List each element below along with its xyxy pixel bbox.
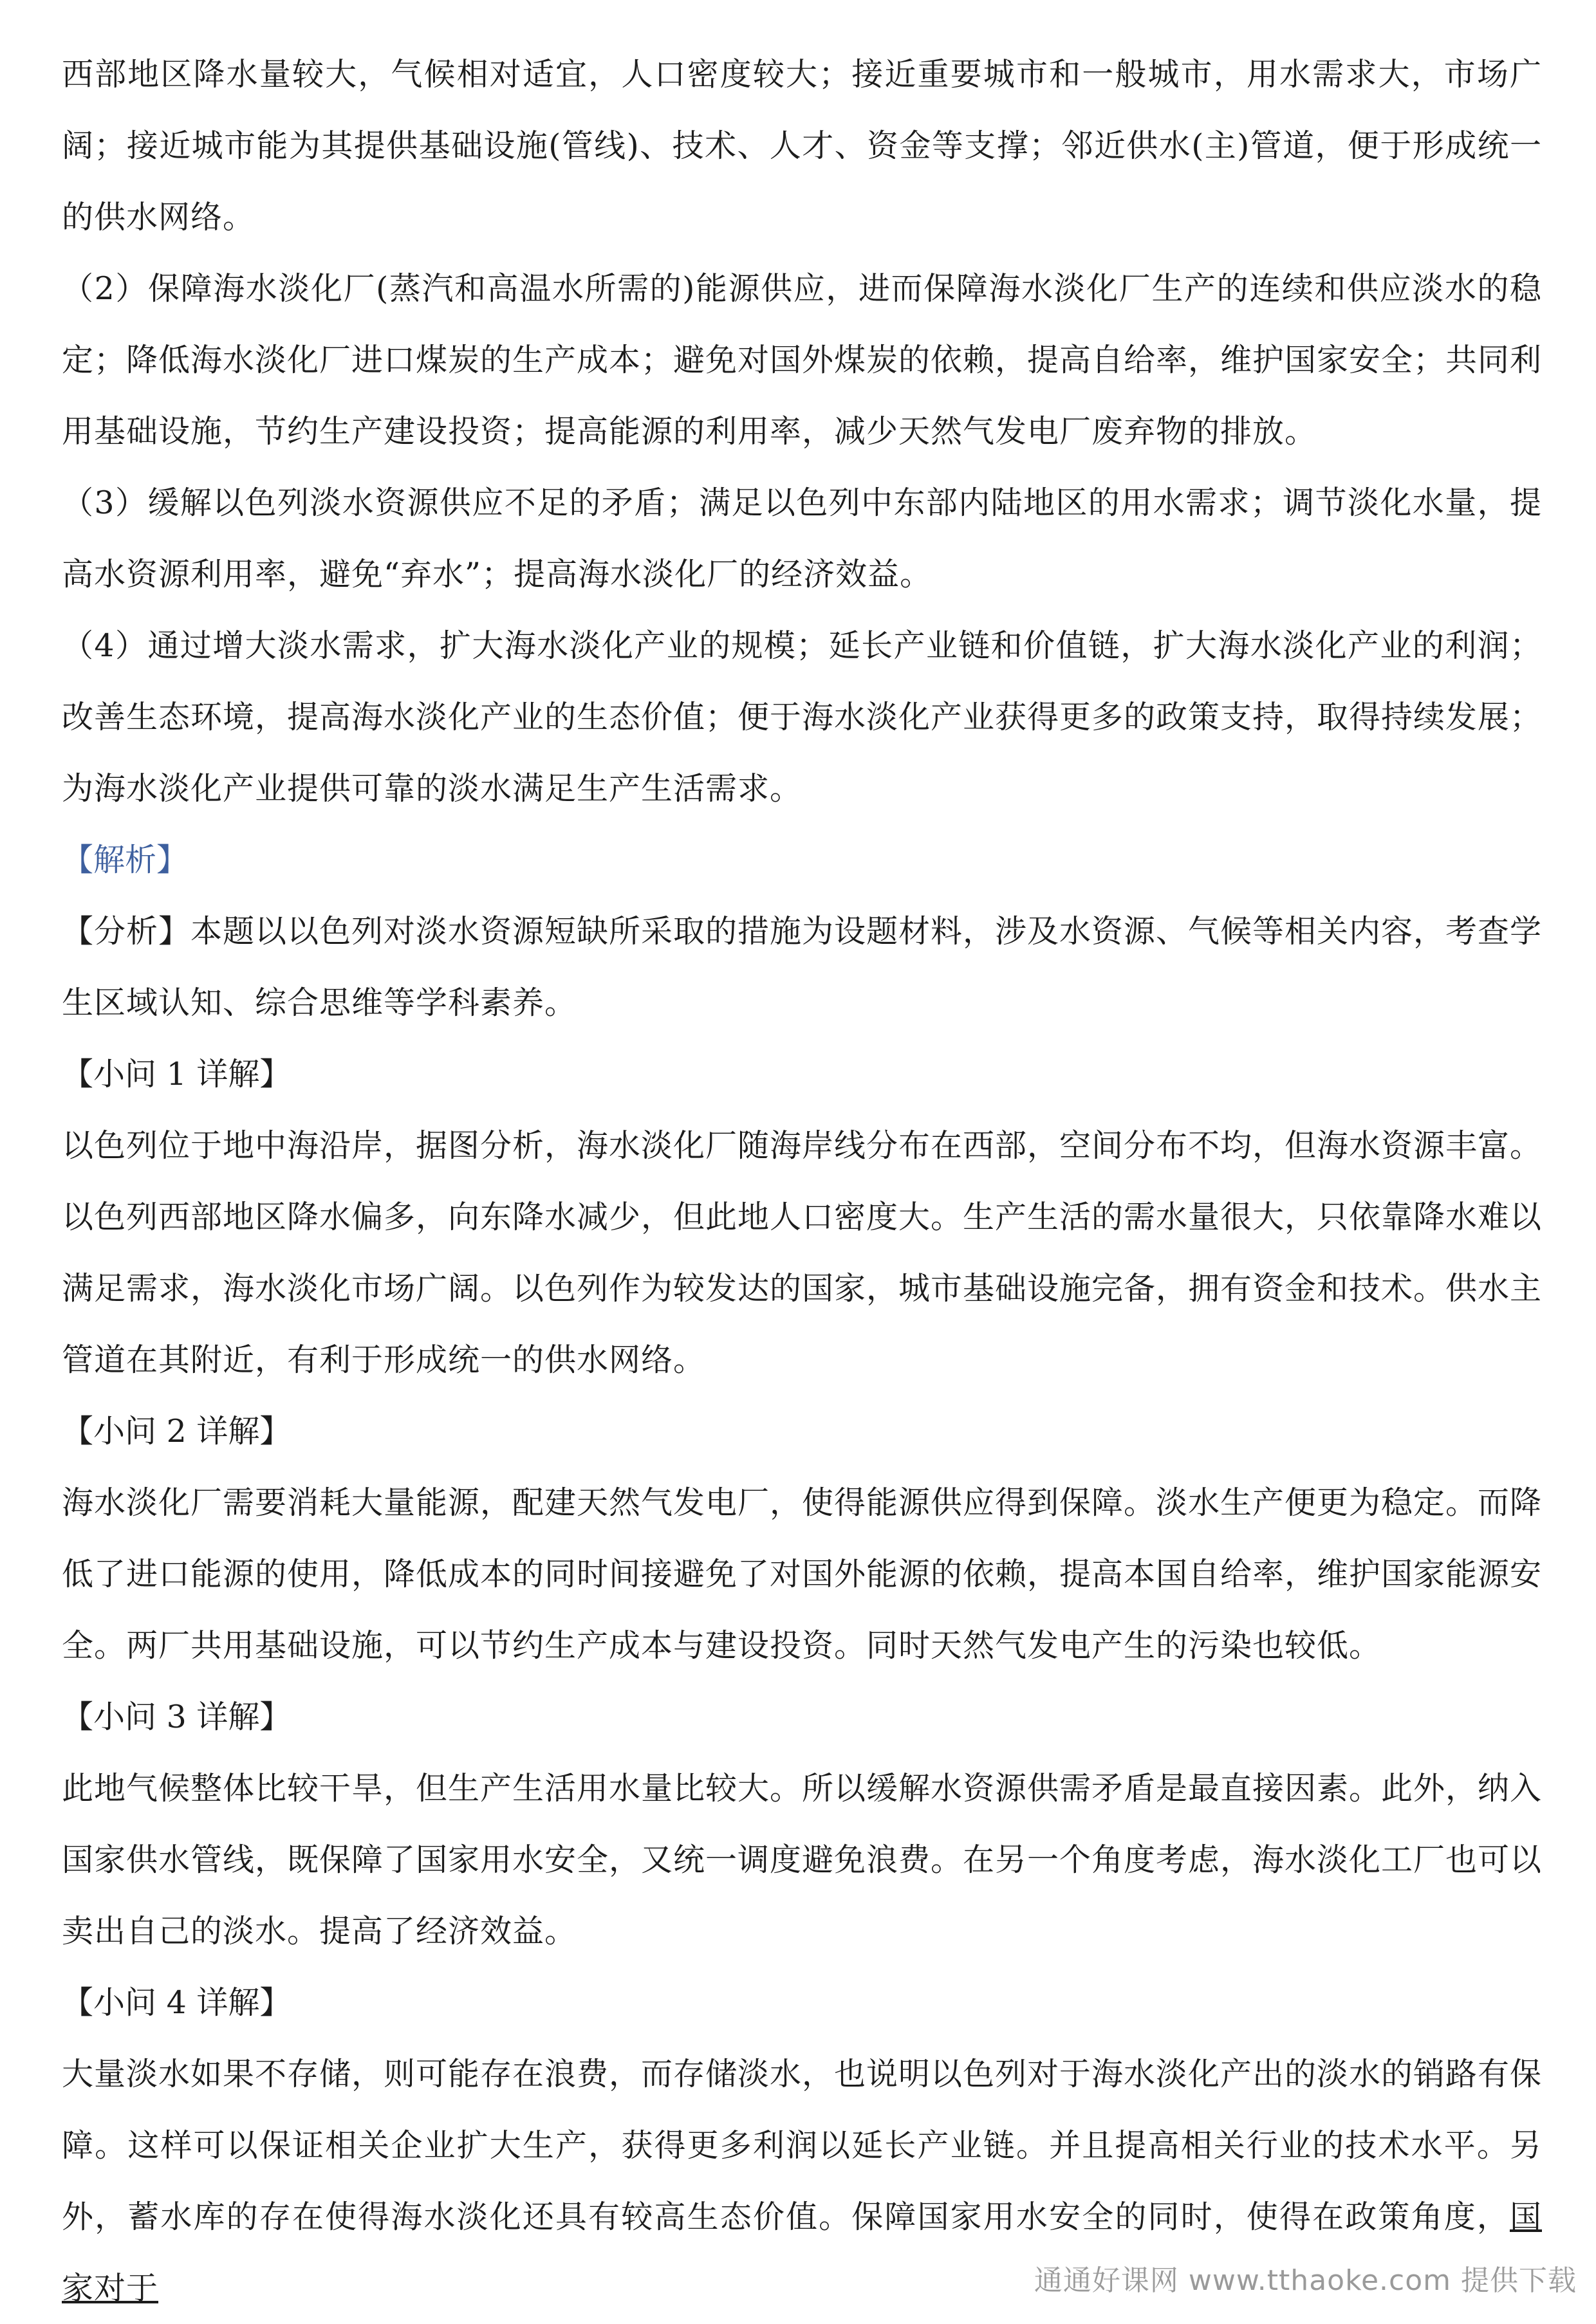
- question-2-explanation: 海水淡化厂需要消耗大量能源，配建天然气发电厂，使得能源供应得到保障。淡水生产便更为稳定。而降低了进口能源的使用，降低成本的同时间接避免了对国外能源的依赖，提高本国自给率，维护国家能源安全。两厂共用基础设施，可以节约生产成本与建设投资。同时天然气发电产生的污染也较低。: [62, 1484, 1543, 1664]
- analysis-summary: 【分析】本题以以色列对淡水资源短缺所采取的措施为设题材料，涉及水资源、气候等相关内容，考查学生区域认知、综合思维等学科素养。: [62, 913, 1543, 1021]
- answer-paragraph-1-continued: 西部地区降水量较大，气候相对适宜，人口密度较大；接近重要城市和一般城市，用水需求大，市场广阔；接近城市能为其提供基础设施(管线)、技术、人才、资金等支撑；邻近供水(主)管道，便于形成统一的供水网络。: [62, 56, 1542, 235]
- question-4-heading: 【小问 4 详解】: [62, 1984, 292, 2021]
- question-3-explanation: 此地气候整体比较干旱，但生产生活用水量比较大。所以缓解水资源供需矛盾是最直接因素。此外，纳入国家供水管线，既保障了国家用水安全，又统一调度避免浪费。在另一个角度考虑，海水淡化工厂也可以卖出自己的淡水。提高了经济效益。: [62, 1770, 1543, 1950]
- analysis-label: 【解析】: [62, 842, 189, 878]
- question-1-explanation: 以色列位于地中海沿岸，据图分析，海水淡化厂随海岸线分布在西部，空间分布不均，但海水资源丰富。以色列西部地区降水偏多，向东降水减少，但此地人口密度大。生产生活的需水量很大，只依靠降水难以满足需求，海水淡化市场广阔。以色列作为较发达的国家，城市基础设施完备，拥有资金和技术。供水主管道在其附近，有利于形成统一的供水网络。: [62, 1127, 1543, 1378]
- answer-paragraph-3: （3）缓解以色列淡水资源供应不足的矛盾；满足以色列中东部内陆地区的用水需求；调节淡化水量，提高水资源利用率，避免“弃水”；提高海水淡化厂的经济效益。: [62, 484, 1542, 593]
- question-3-heading: 【小问 3 详解】: [62, 1699, 292, 1735]
- document-content: [62, 39, 1542, 2324]
- answer-paragraph-4: （4）通过增大淡水需求，扩大海水淡化产业的规模；延长产业链和价值链，扩大海水淡化产业的利润；改善生态环境，提高海水淡化产业的生态价值；便于海水淡化产业获得更多的政策支持，取得持续发展；为海水淡化产业提供可靠的淡水满足生产生活需求。: [62, 627, 1543, 807]
- answer-paragraph-2: （2）保障海水淡化厂(蒸汽和高温水所需的)能源供应，进而保障海水淡化厂生产的连续和供应淡水的稳定；降低海水淡化厂进口煤炭的生产成本；避免对国外煤炭的依赖，提高自给率，维护国家安全；共同利用基础设施，节约生产建设投资；提高能源的利用率，减少天然气发电厂废弃物的排放。: [62, 270, 1543, 450]
- question-2-heading: 【小问 2 详解】: [62, 1413, 292, 1450]
- question-4-explanation-tail: 国家对于: [62, 2199, 1542, 2307]
- question-1-heading: 【小问 1 详解】: [62, 1056, 292, 1093]
- question-4-explanation-main: 大量淡水如果不存储，则可能存在浪费，而存储淡水，也说明以色列对于海水淡化产出的淡水的销路有保障。这样可以保证相关企业扩大生产，获得更多利润以延长产业链。并且提高相关行业的技术水平。另外，蓄水库的存在使得海水淡化还具有较高生态价值。保障国家用水安全的同时，使得在政策角度，: [62, 2056, 1543, 2235]
- footer-watermark: 通通好课网 www.tthaoke.com 提供下载: [1034, 2264, 1577, 2297]
